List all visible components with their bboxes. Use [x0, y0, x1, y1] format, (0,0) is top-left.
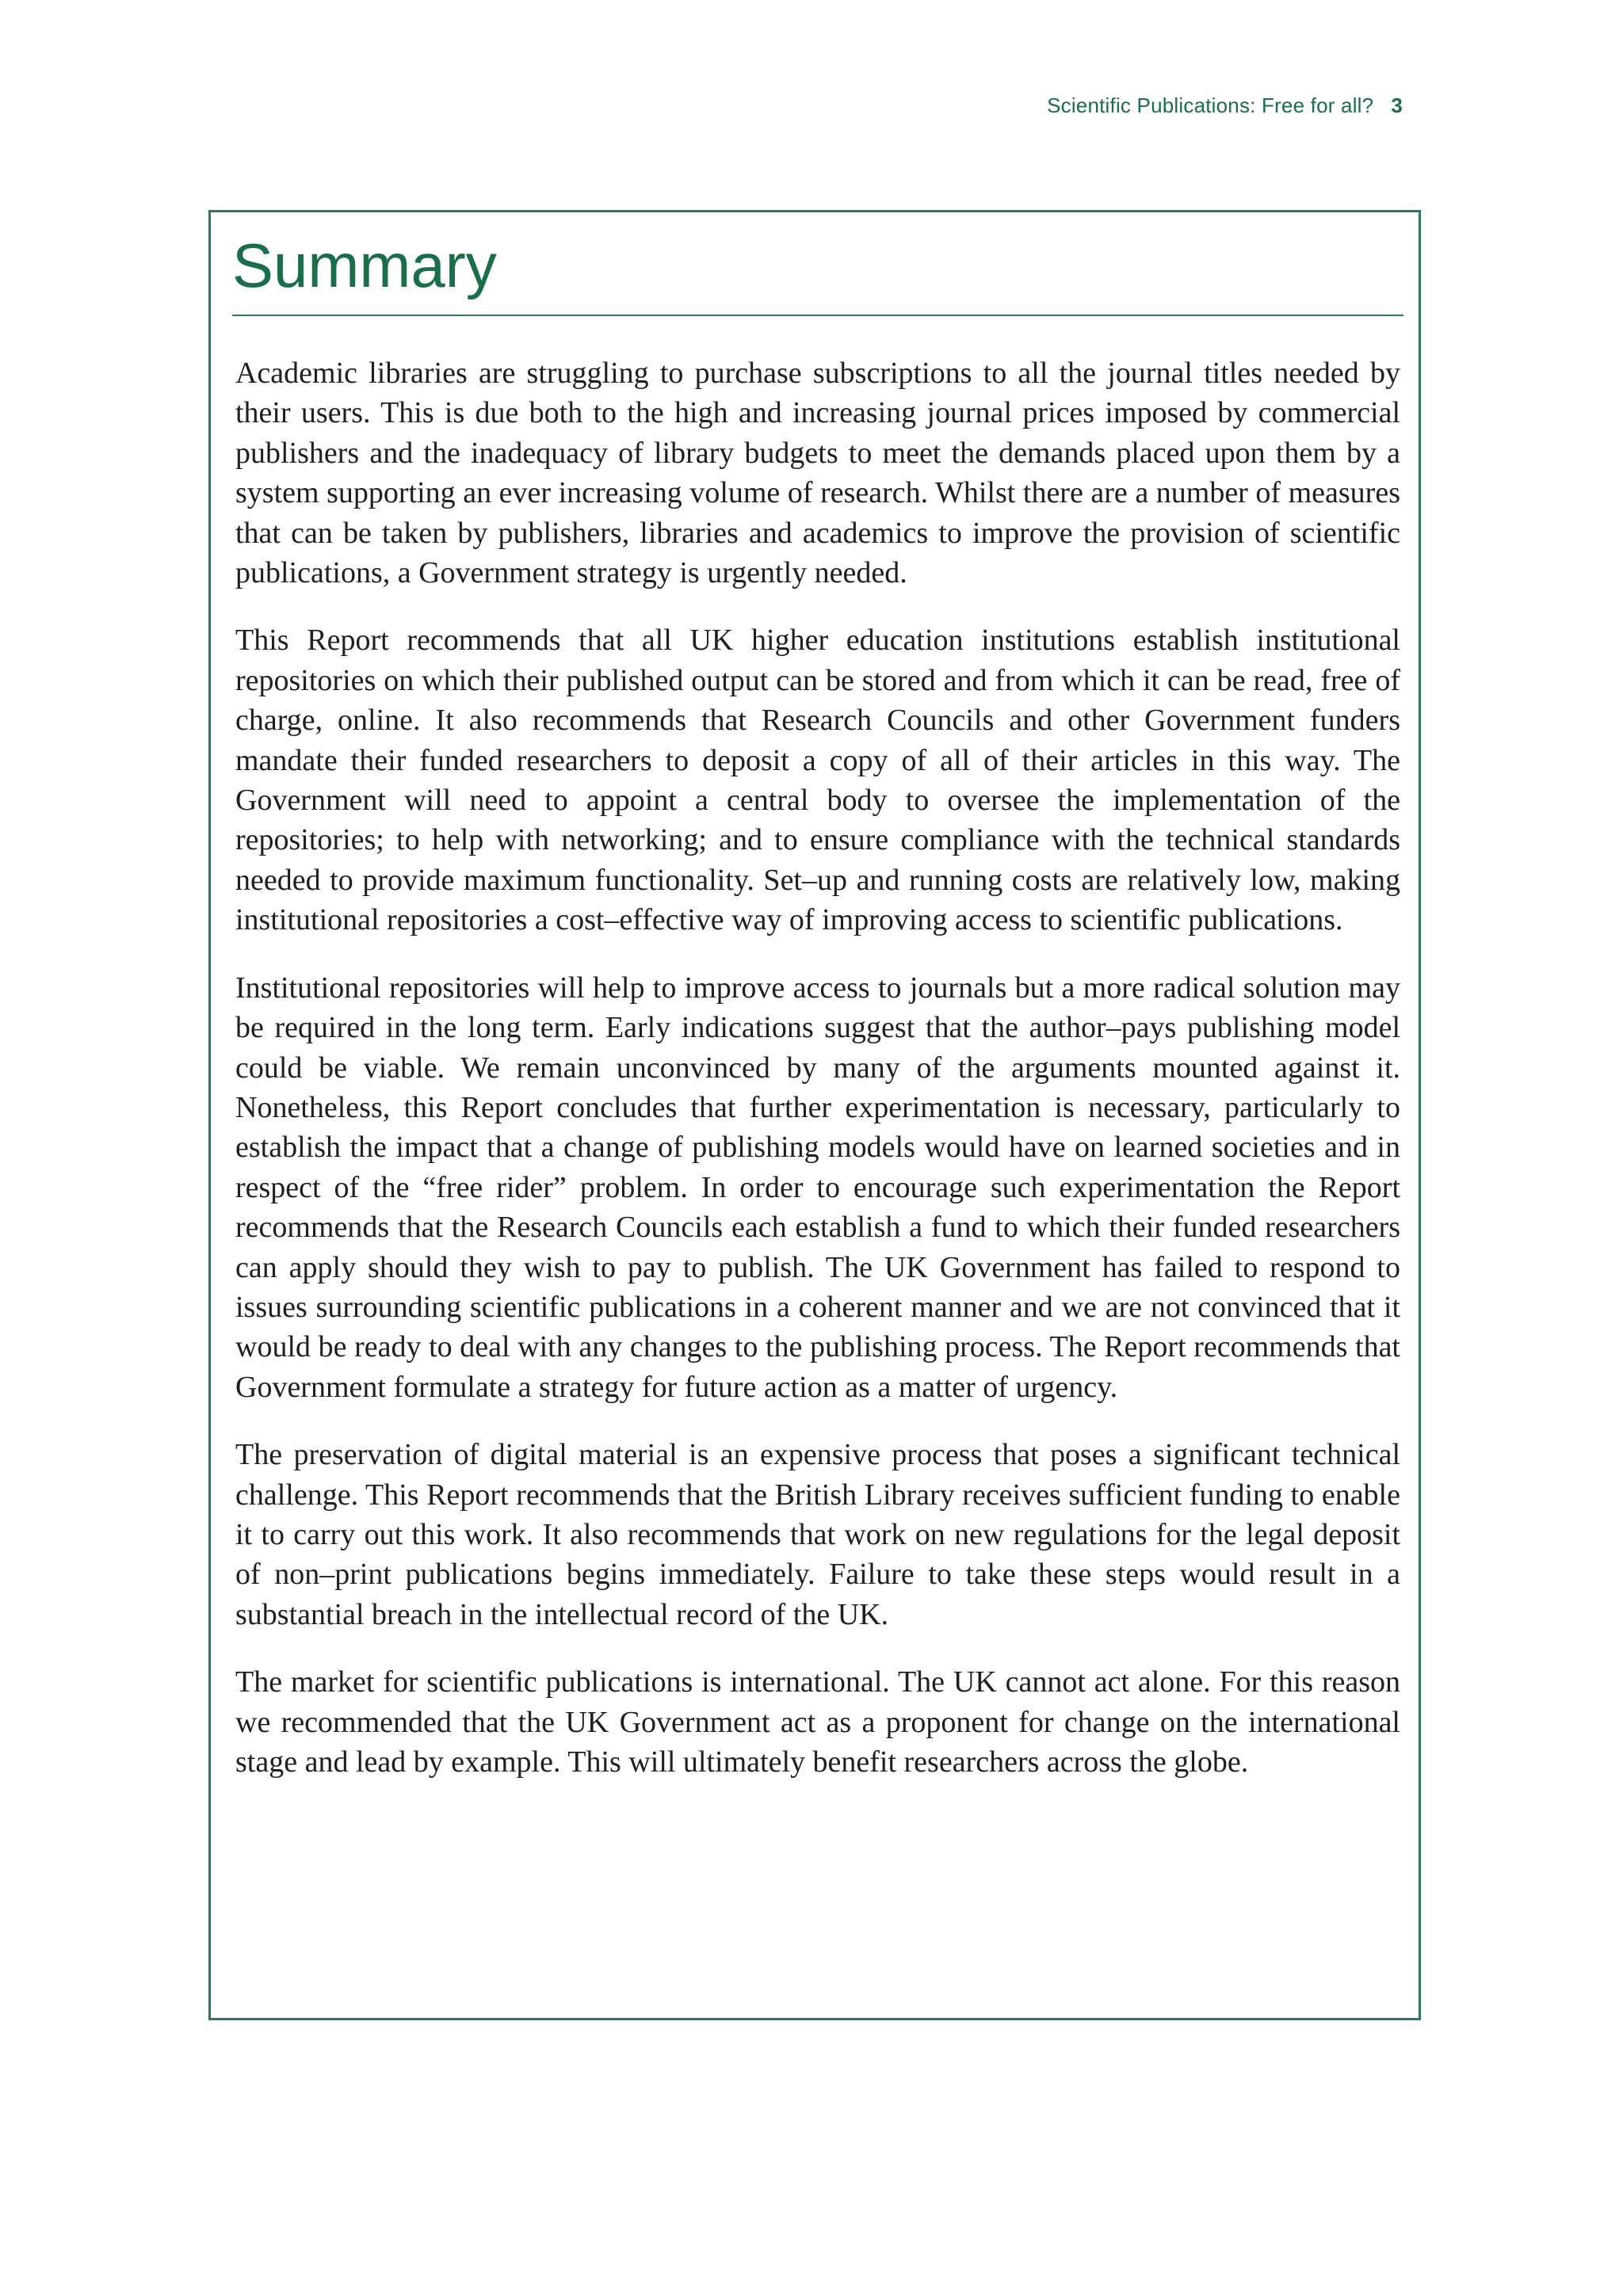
summary-paragraph-5: The market for scientific publications is international. The UK cannot act alone. For this reason we recommended that the UK Government act as a proponent for change on the international stage and lead by example. This will ultimately benefit researchers across the globe. [235, 1665, 1400, 1779]
page-number: 3 [1391, 93, 1403, 117]
summary-paragraph-4: The preservation of digital material is an expensive process that poses a significant technical challenge. This Report recommends that the British Library receives sufficient funding to enable it to carry out this work. It also recommends that work on new regulations for the legal deposit of non–print publications begins immediately. Failure to take these steps would result in a substantial breach in the intellectual record of the UK. [235, 1438, 1400, 1631]
running-header [1047, 93, 1403, 118]
summary-title: Summary [232, 231, 497, 300]
summary-box [208, 210, 1421, 2020]
title-divider [232, 315, 1403, 316]
summary-paragraph-2: This Report recommends that all UK higher education institutions establish institutional repositories on which their published output can be stored and from which it can be read, free of charge, online. It also recommends that Research Councils and other Government funders mandate their funded researchers to deposit a copy of all of their articles in this way. The Government will need to appoint a central body to oversee the implementation of the repositories; to help with networking; and to ensure compliance with the technical standards needed to provide maximum functionality. Set–up and running costs are relatively low, making institutional repositories a cost–effective way of improving access to scientific publications. [235, 624, 1400, 937]
running-title: Scientific Publications: Free for all? [1047, 93, 1374, 117]
summary-paragraph-3: Institutional repositories will help to improve access to journals but a more radical solution may be required in the long term. Early indications suggest that the author–pays publishing model could be viable. We remain unconvinced by many of the arguments mounted against it. Nonetheless, this Report concludes that further experimentation is necessary, particularly to establish the impact that a change of publishing models would have on learned societies and in respect of the “free rider” problem. In order to encourage such experimentation the Report recommends that the Research Councils each establish a fund to which their funded researchers can apply should they wish to pay to publish. The UK Government has failed to respond to issues surrounding scientific publications in a coherent manner and we are not convinced that it would be ready to deal with any changes to the publishing process. The Report recommends that Government formulate a strategy for future action as a matter of urgency. [235, 971, 1400, 1404]
summary-paragraph-1: Academic libraries are struggling to purchase subscriptions to all the journal titles needed by their users. This is due both to the high and increasing journal prices imposed by commercial publishers and the inadequacy of library budgets to meet the demands placed upon them by a system supporting an ever increasing volume of research. Whilst there are a number of measures that can be taken by publishers, libraries and academics to improve the provision of scientific publications, a Government strategy is urgently needed. [235, 357, 1400, 590]
summary-body [235, 353, 1400, 1810]
